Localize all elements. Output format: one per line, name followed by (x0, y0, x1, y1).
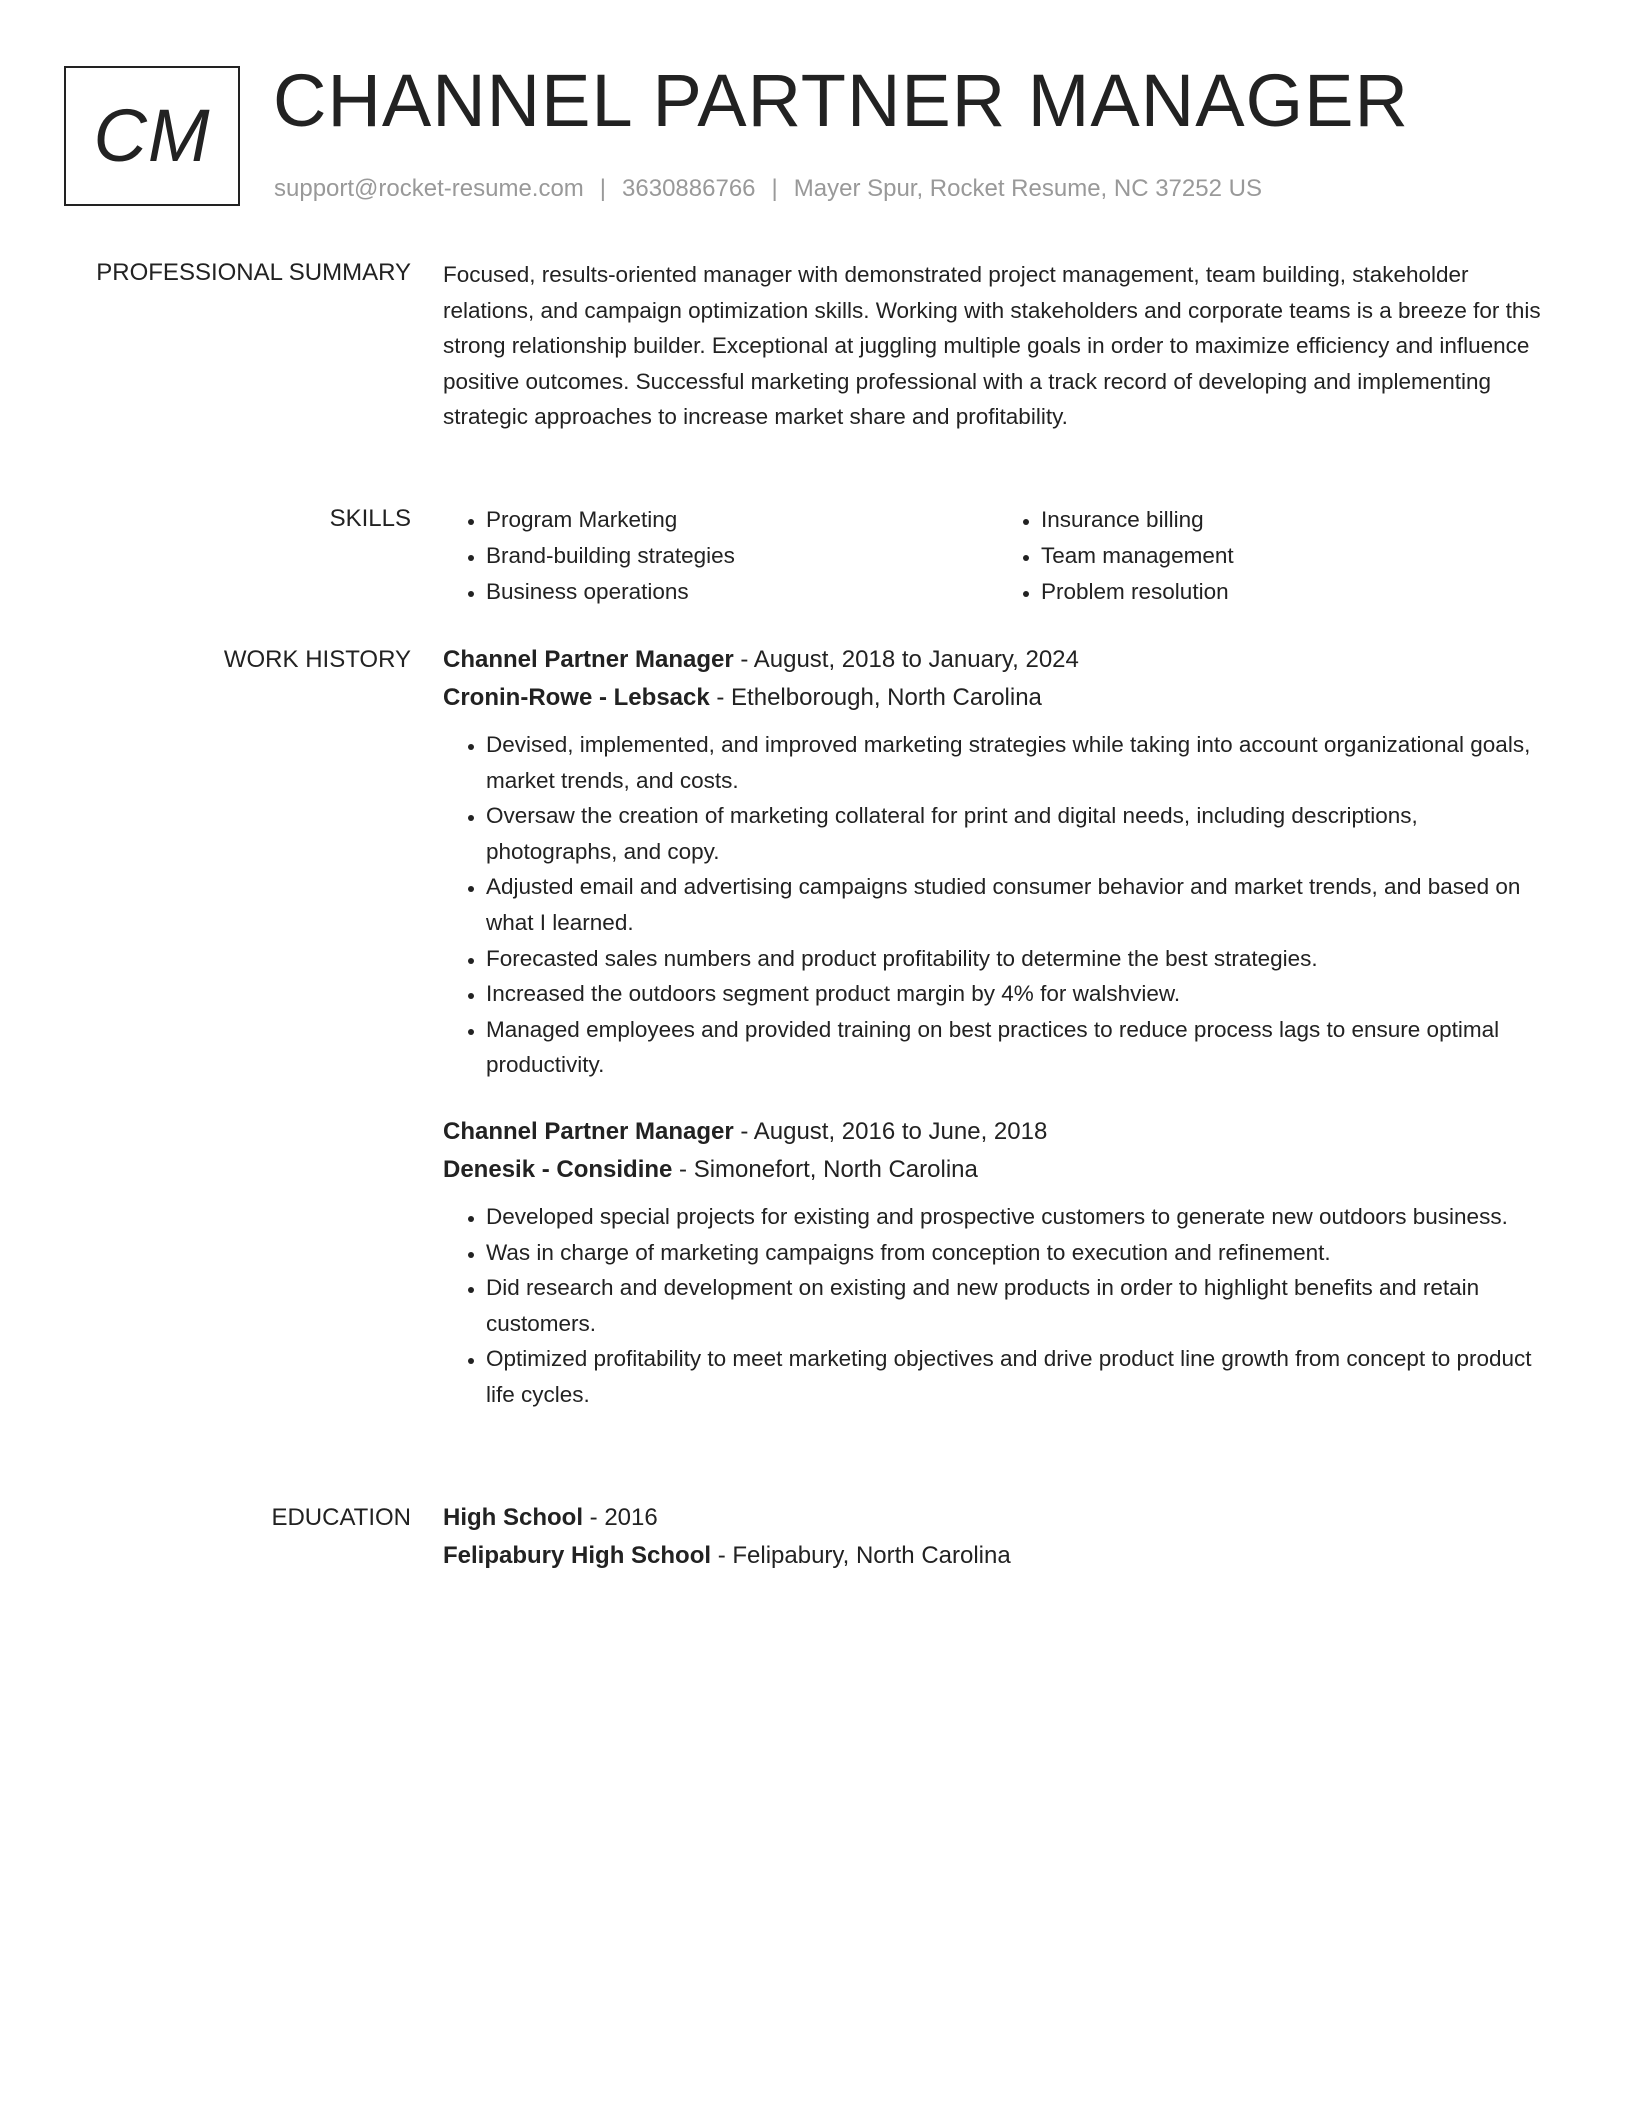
contact-email[interactable]: support@rocket-resume.com (274, 175, 584, 202)
job-title-line (443, 1113, 1553, 1151)
job-bullet: • Managed employees and provided training on best practices to reduce process lags to ensure optimal productivity. (486, 1012, 1553, 1083)
job-location: - Ethelborough, North Carolina (709, 684, 1042, 711)
contact-separator: | (599, 175, 607, 202)
job-title: Channel Partner Manager (443, 646, 734, 673)
job-bullet: • Adjusted email and advertising campaigns studied consumer behavior and market trends, and based on what I learned. (486, 869, 1553, 940)
section-label-work-history: WORK HISTORY (223, 646, 411, 673)
job-bullets (443, 1199, 1553, 1413)
section-label-education: EDUCATION (271, 1504, 411, 1531)
summary-text: Focused, results-oriented manager with demonstrated project management, team building, stakeholder relations, and campaign optimization skills. Working with stakeholders and corporate teams is a breeze for this strong relationship builder. Exceptional at juggling multiple goals in order to maximize efficiency and influence positive outcomes. Successful marketing professional with a track record of developing and implementing strategic approaches to increase market share and profitability. (443, 262, 1541, 430)
job-bullet: • Was in charge of marketing campaigns from conception to execution and refinement. (486, 1235, 1553, 1271)
job-location: - Simonefort, North Carolina (672, 1155, 978, 1183)
education-school: Felipabury High School (443, 1542, 712, 1569)
section-label-summary: PROFESSIONAL SUMMARY (96, 259, 411, 286)
job-company: Cronin-Rowe - Lebsack (443, 684, 710, 711)
job-company-line (443, 1151, 1553, 1189)
contact-address: Mayer Spur, Rocket Resume, NC 37252 US (793, 175, 1262, 202)
job-entry (443, 1113, 1553, 1413)
education-degree-line (443, 1499, 1553, 1537)
skill-item: • Insurance billing (1041, 502, 1553, 538)
job-bullet: • Devised, implemented, and improved marketing strategies while taking into account organizational goals, market trends, and costs. (486, 727, 1553, 798)
skill-item: • Team management (1041, 538, 1553, 574)
job-entry (443, 641, 1553, 1083)
work-history-section (443, 641, 1553, 1413)
job-bullet: • Did research and development on existing and new products in order to highlight benefits and retain customers. (486, 1270, 1553, 1341)
skill-item: • Problem resolution (1041, 574, 1553, 610)
education-school-line (443, 1537, 1553, 1575)
job-title: Channel Partner Manager (443, 1117, 734, 1145)
job-company-line (443, 679, 1553, 717)
job-dates: - August, 2016 to June, 2018 (733, 1117, 1048, 1145)
education-year: - 2016 (583, 1504, 658, 1531)
monogram-box (64, 66, 240, 206)
skills-list-left (443, 502, 998, 610)
job-dates: - August, 2018 to January, 2024 (733, 646, 1079, 673)
skills-grid (443, 502, 1553, 610)
summary-section (443, 257, 1553, 435)
education-section (443, 1499, 1553, 1585)
monogram-initials: CM (93, 94, 211, 177)
contact-separator: | (771, 175, 778, 202)
contact-line (274, 174, 1262, 204)
skill-item: • Business operations (486, 574, 998, 610)
job-bullet: • Increased the outdoors segment product margin by 4% for walshview. (486, 976, 1553, 1012)
job-bullet: • Oversaw the creation of marketing collateral for print and digital needs, including descriptions, photographs, and copy. (486, 798, 1553, 869)
job-bullets (443, 727, 1553, 1083)
job-company: Denesik - Considine (443, 1155, 673, 1183)
job-title-line (443, 641, 1553, 679)
skills-list-right (998, 502, 1553, 610)
job-bullet: • Optimized profitability to meet marketing objectives and drive product line growth from concept to product life cycles. (486, 1341, 1553, 1412)
section-label-skills: SKILLS (329, 505, 411, 532)
resume-name: CHANNEL PARTNER MANAGER (273, 59, 1409, 142)
skills-section (443, 502, 1553, 610)
skill-item: • Brand-building strategies (486, 538, 998, 574)
skill-item: • Program Marketing (486, 502, 998, 538)
contact-phone[interactable]: 3630886766 (622, 175, 756, 202)
education-degree: High School (443, 1504, 583, 1531)
job-bullet: • Developed special projects for existing and prospective customers to generate new outdoors business. (486, 1199, 1553, 1235)
job-bullet: • Forecasted sales numbers and product profitability to determine the best strategies. (486, 941, 1553, 977)
education-location: - Felipabury, North Carolina (711, 1542, 1011, 1569)
